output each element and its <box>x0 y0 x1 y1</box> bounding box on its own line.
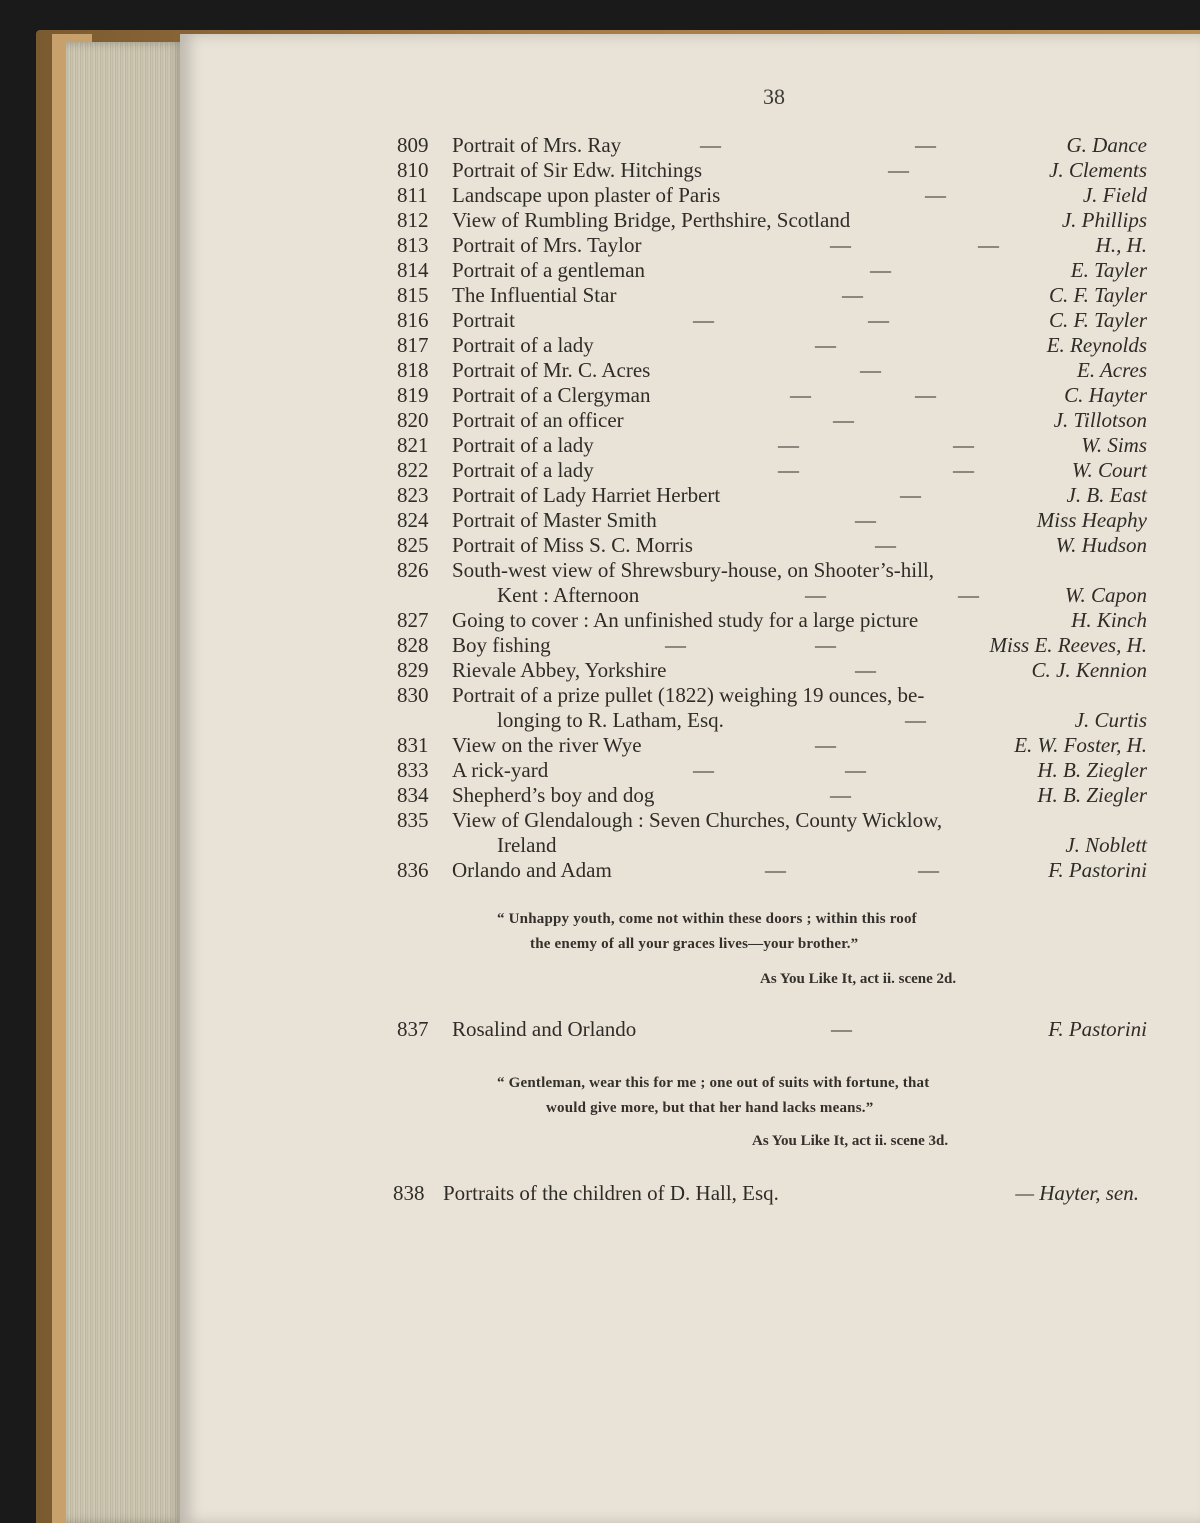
entry-artist: E. Acres <box>1077 358 1147 382</box>
entry-artist: J. Field <box>1082 183 1147 207</box>
entry-number: 829 <box>397 658 429 682</box>
dash: — <box>830 783 851 807</box>
entry-820 <box>397 407 1147 433</box>
entry-title: The Influential Star <box>452 283 617 307</box>
entry-829 <box>397 657 1147 683</box>
entry-title: Portrait of a prize pullet (1822) weighing 19 ounces, be- <box>452 683 925 707</box>
entry-number: 826 <box>397 558 429 582</box>
entry-title: Portraits of the children of D. Hall, Esq. <box>443 1181 779 1205</box>
entry-title: Shepherd’s boy and dog <box>452 783 655 807</box>
entry-number: 810 <box>397 158 429 182</box>
entry-number: 812 <box>397 208 429 232</box>
entry-artist: C. F. Tayler <box>1048 308 1147 332</box>
dash: — <box>915 133 936 157</box>
entry-title: Rievale Abbey, Yorkshire <box>452 658 667 682</box>
dash: — <box>870 258 891 282</box>
entry-810 <box>397 157 1147 183</box>
dash: — <box>958 583 979 607</box>
page-edges <box>66 42 184 1523</box>
entry-824 <box>397 507 1147 533</box>
entry-artist: Miss E. Reeves, H. <box>989 633 1147 657</box>
dash: — <box>953 458 974 482</box>
entry-artist: E. Tayler <box>1070 258 1147 282</box>
dash: — <box>693 308 714 332</box>
entry-artist: J. B. East <box>1066 483 1147 507</box>
dash: — <box>860 358 881 382</box>
entry-artist: H. B. Ziegler <box>1037 758 1147 782</box>
dash: — <box>833 408 854 432</box>
entry-title: longing to R. Latham, Esq. <box>497 708 724 732</box>
entry-title: Portrait of Miss S. C. Morris <box>452 533 693 557</box>
entry-811 <box>397 182 1147 208</box>
entry-artist: W. Sims <box>1081 433 1147 457</box>
entry-artist: Miss Heaphy <box>1036 508 1147 532</box>
entry-title: Portrait of Mrs. Ray <box>452 133 622 157</box>
dash: — <box>978 233 999 257</box>
dash: — <box>815 633 836 657</box>
entry-815 <box>397 282 1147 308</box>
entry-number: 822 <box>397 458 429 482</box>
entry-827 <box>397 607 1147 633</box>
entry-number: 813 <box>397 233 429 257</box>
entry-828 <box>397 632 1147 658</box>
entry-number: 823 <box>397 483 429 507</box>
entry-number: 827 <box>397 608 429 632</box>
entry-title: Portrait <box>452 308 515 332</box>
dash: — <box>805 583 826 607</box>
entry-number: 818 <box>397 358 429 382</box>
entry-title: Portrait of a lady <box>452 433 594 457</box>
entry-number: 833 <box>397 758 429 782</box>
entry-artist: C. F. Tayler <box>1048 283 1147 307</box>
dash: — <box>665 633 686 657</box>
entry-artist: J. Noblett <box>1065 833 1147 857</box>
entry-title: Rosalind and Orlando <box>452 1017 637 1041</box>
dash: — <box>765 858 786 882</box>
dash: — <box>778 433 799 457</box>
entry-830 <box>397 682 1147 708</box>
entry-number: 836 <box>397 858 429 882</box>
entry-artist: C. J. Kennion <box>1031 658 1147 682</box>
dash: — <box>900 483 921 507</box>
dash: — <box>815 333 836 357</box>
entry-artist: E. Reynolds <box>1046 333 1147 357</box>
entry-817 <box>397 332 1147 358</box>
entry-title: View of Rumbling Bridge, Perthshire, Scotland <box>452 208 851 232</box>
entry-artist: J. Phillips <box>1061 208 1147 232</box>
entry-artist: F. Pastorini <box>1048 1017 1147 1041</box>
entry-number: 820 <box>397 408 429 432</box>
entry-number: 831 <box>397 733 429 757</box>
entry-number: 821 <box>397 433 429 457</box>
entry-number: 830 <box>397 683 429 707</box>
entry-title: Portrait of Mrs. Taylor <box>452 233 642 257</box>
entry-title: Portrait of Sir Edw. Hitchings <box>452 158 703 182</box>
entry-title: View on the river Wye <box>452 733 642 757</box>
entry-title: View of Glendalough : Seven Churches, County Wicklow, <box>452 808 943 832</box>
entry-title: Going to cover : An unfinished study for a large picture <box>452 608 919 632</box>
dash: — <box>855 508 876 532</box>
entry-title: Portrait of Lady Harriet Herbert <box>452 483 721 507</box>
entry-number: 838 <box>393 1181 425 1205</box>
entry-number: 819 <box>397 383 429 407</box>
entry-title: Portrait of an officer <box>452 408 624 432</box>
entry-artist: G. Dance <box>1066 133 1147 157</box>
entry-number: 817 <box>397 333 429 357</box>
dash: — <box>868 308 889 332</box>
entry-809 <box>397 132 1147 158</box>
dash: — <box>875 533 896 557</box>
entry-artist: J. Clements <box>1049 158 1147 182</box>
entry-819 <box>397 382 1147 408</box>
dash: — <box>778 458 799 482</box>
entry-number: 809 <box>397 133 429 157</box>
quote-2-line-2: would give more, but that her hand lacks means.” <box>546 1100 874 1116</box>
entry-814 <box>397 257 1147 283</box>
entry-continuation <box>397 832 1147 858</box>
dash: — <box>855 658 876 682</box>
dash: — <box>905 708 926 732</box>
entry-number: 835 <box>397 808 429 832</box>
entry-title: Landscape upon plaster of Paris <box>452 183 721 207</box>
entry-artist: H. Kinch <box>1071 608 1147 632</box>
entry-812 <box>397 207 1147 233</box>
entry-title: Boy fishing <box>452 633 551 657</box>
entry-title: Portrait of a lady <box>452 333 594 357</box>
entry-artist: H., H. <box>1095 233 1147 257</box>
entry-833 <box>397 757 1147 783</box>
entry-title: Portrait of a Clergyman <box>452 383 651 407</box>
entry-title: A rick-yard <box>452 758 549 782</box>
entry-title: Orlando and Adam <box>452 858 612 882</box>
entry-838 <box>393 1180 1139 1206</box>
entry-826 <box>397 557 1147 583</box>
entry-834 <box>397 782 1147 808</box>
dash: — <box>925 183 946 207</box>
entry-title: Portrait of a lady <box>452 458 594 482</box>
quote-1-line-2: the enemy of all your graces lives—your brother.” <box>530 936 859 952</box>
entry-818 <box>397 357 1147 383</box>
dash: — <box>842 283 863 307</box>
quote-1-citation: As You Like It, act ii. scene 2d. <box>760 971 957 987</box>
dash: — <box>830 233 851 257</box>
entry-artist: H. B. Ziegler <box>1037 783 1147 807</box>
entry-title: South-west view of Shrewsbury-house, on Shooter’s-hill, <box>452 558 934 582</box>
entry-continuation <box>397 582 1147 608</box>
dash: — <box>693 758 714 782</box>
entry-number: 824 <box>397 508 429 532</box>
entry-837 <box>397 1016 1147 1042</box>
quote-2-citation: As You Like It, act ii. scene 3d. <box>752 1133 949 1149</box>
entry-816 <box>397 307 1147 333</box>
entry-number: 825 <box>397 533 429 557</box>
entry-artist: J. Tillotson <box>1053 408 1147 432</box>
entry-number: 814 <box>397 258 429 282</box>
entry-number: 815 <box>397 283 429 307</box>
page-number: 38 <box>763 84 785 109</box>
quote-2-line-1: “ Gentleman, wear this for me ; one out of suits with fortune, that <box>497 1075 930 1091</box>
entry-813 <box>397 232 1147 258</box>
entry-artist: W. Hudson <box>1055 533 1147 557</box>
entry-number: 816 <box>397 308 429 332</box>
dash: — <box>918 858 939 882</box>
entry-number: 811 <box>397 183 428 207</box>
entry-number: 828 <box>397 633 429 657</box>
entry-artist: E. W. Foster, H. <box>1014 733 1147 757</box>
dash: — <box>790 383 811 407</box>
dash: — <box>700 133 721 157</box>
dash: — <box>831 1017 852 1041</box>
entry-artist: — Hayter, sen. <box>1015 1181 1139 1205</box>
entry-title: Kent : Afternoon <box>497 583 640 607</box>
entry-835 <box>397 807 1147 833</box>
entry-831 <box>397 732 1147 758</box>
quote-1-line-1: “ Unhappy youth, come not within these doors ; within this roof <box>497 911 917 927</box>
entry-822 <box>397 457 1147 483</box>
entry-836 <box>397 857 1147 883</box>
entry-artist: C. Hayter <box>1064 383 1147 407</box>
entry-title: Ireland <box>497 833 557 857</box>
entry-number: 834 <box>397 783 429 807</box>
entry-artist: F. Pastorini <box>1048 858 1147 882</box>
dash: — <box>845 758 866 782</box>
entry-825 <box>397 532 1147 558</box>
dash: — <box>815 733 836 757</box>
dash: — <box>953 433 974 457</box>
entry-artist: W. Capon <box>1064 583 1147 607</box>
dash: — <box>915 383 936 407</box>
entry-title: Portrait of a gentleman <box>452 258 646 282</box>
entry-artist: W. Court <box>1071 458 1147 482</box>
entry-823 <box>397 482 1147 508</box>
entry-title: Portrait of Master Smith <box>452 508 657 532</box>
entry-title: Portrait of Mr. C. Acres <box>452 358 651 382</box>
entry-continuation <box>397 707 1147 733</box>
entry-artist: J. Curtis <box>1074 708 1147 732</box>
dash: — <box>888 158 909 182</box>
entry-821 <box>397 432 1147 458</box>
entry-number: 837 <box>397 1017 429 1041</box>
